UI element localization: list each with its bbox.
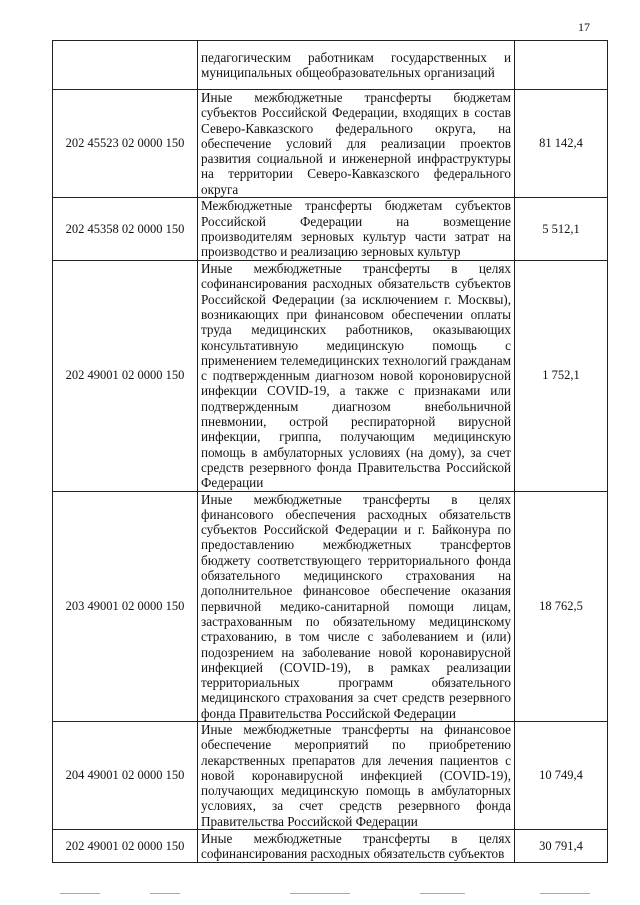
- table-row: [53, 90, 608, 198]
- code-cell: 202 45523 02 0000 150: [53, 90, 198, 198]
- amount-cell: 10 749,4: [515, 721, 608, 829]
- scan-footer-marks: [0, 893, 640, 899]
- table-row: [53, 830, 608, 863]
- table-row: [53, 198, 608, 261]
- amount-cell: 5 512,1: [515, 198, 608, 261]
- description-cell: Межбюджетные трансферты бюджетам субъектов Российской Федерации на возмещение производителям зерновых культур части затрат на производство и реализацию зерновых культур: [198, 198, 515, 261]
- amount-cell: [515, 41, 608, 90]
- code-cell: 202 49001 02 0000 150: [53, 261, 198, 491]
- code-cell: 202 45358 02 0000 150: [53, 198, 198, 261]
- table-row: [53, 261, 608, 491]
- description-cell: педагогическим работникам государственных и муниципальных общеобразовательных организаций: [198, 41, 515, 90]
- description-cell: Иные межбюджетные трансферты в целях финансового обеспечения расходных обязательств субъектов Российской Федерации и г. Байконура по предоставлению межбюджетных трансфертов бюджету соответствующего территориального фонда обязательного медицинского страхования на дополнительное финансовое обеспечение оказания первичной медико-санитарной помощи лицам, застрахованным по обязательному медицинскому страхованию, в том числе с заболеванием и (или) подозрением на заболевание новой коронавирусной инфекцией (COVID-19), в рамках реализации территориальных программ обязательного медицинского страхования за счет средств резервного фонда Правительства Российской Федерации: [198, 491, 515, 721]
- table-row: [53, 491, 608, 721]
- code-cell: 203 49001 02 0000 150: [53, 491, 198, 721]
- description-cell: Иные межбюджетные трансферты на финансовое обеспечение мероприятий по приобретению лекарственных препаратов для лечения пациентов с новой коронавирусной инфекцией (COVID-19), получающих медицинскую помощь в амбулаторных условиях, за счет средств резервного фонда Правительства Российской Федерации: [198, 721, 515, 829]
- code-cell: [53, 41, 198, 90]
- budget-transfers-table: [52, 40, 608, 863]
- amount-cell: 81 142,4: [515, 90, 608, 198]
- amount-cell: 1 752,1: [515, 261, 608, 491]
- table-row: [53, 721, 608, 829]
- code-cell: 202 49001 02 0000 150: [53, 830, 198, 863]
- amount-cell: 18 762,5: [515, 491, 608, 721]
- amount-cell: 30 791,4: [515, 830, 608, 863]
- description-cell: Иные межбюджетные трансферты в целях софинансирования расходных обязательств субъектов: [198, 830, 515, 863]
- table-row: [53, 41, 608, 90]
- description-cell: Иные межбюджетные трансферты в целях софинансирования расходных обязательств субъектов Российской Федерации (за исключением г. Москвы), возникающих при финансовом обеспечении оплаты труда медицинских работников, оказывающих консультативную медицинскую помощь с применением телемедицинских технологий гражданам с подтвержденным диагнозом новой короновирусной инфекции COVID-19, а также с признаками или подтвержденным диагнозом внебольничной пневмонии, острой респираторной вирусной инфекции, гриппа, получающим медицинскую помощь в амбулаторных условиях (на дому), за счет средств резервного фонда Правительства Российской Федерации: [198, 261, 515, 491]
- description-cell: Иные межбюджетные трансферты бюджетам субъектов Российской Федерации, входящих в состав Северо-Кавказского федерального округа, на обеспечение условий для реализации проектов развития социальной и инженерной инфраструктуры на территории Северо-Кавказского федерального округа: [198, 90, 515, 198]
- code-cell: 204 49001 02 0000 150: [53, 721, 198, 829]
- page-number: 17: [578, 20, 590, 34]
